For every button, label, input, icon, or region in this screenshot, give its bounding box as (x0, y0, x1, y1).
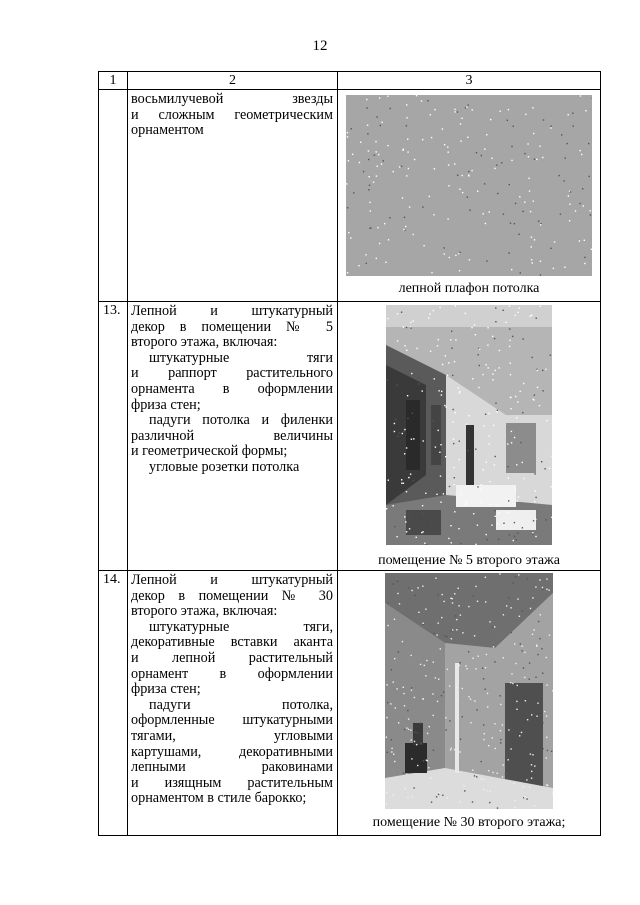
column-header-3: 3 (338, 72, 601, 90)
description-line: штукатурные тяги, (149, 618, 333, 635)
description-line: и раппорт растительного (131, 365, 333, 382)
description-line: лепными раковинами (131, 759, 333, 776)
description-line: декоративные вставки аканта (131, 634, 333, 651)
image-cell (338, 90, 601, 302)
row-number: 13. (99, 302, 128, 571)
description-line: различной величины (131, 427, 333, 444)
image-cell (338, 302, 601, 571)
description-line: орнамента в оформлении (131, 380, 333, 397)
row-number: 14. (99, 571, 128, 836)
description-line: фриза стен; (131, 396, 201, 413)
description-line: тягами, угловыми (131, 727, 333, 744)
table-row (99, 90, 601, 302)
description-line: орнаментом в стиле барокко; (131, 790, 307, 807)
description-line: орнаментом (131, 122, 204, 139)
description-line: декор в помещении № 30 (131, 587, 333, 604)
description-line: фриза стен; (131, 681, 201, 698)
description-line: штукатурные тяги (149, 349, 333, 366)
image-caption: помещение № 30 второго этажа; (372, 815, 566, 830)
row-description (128, 302, 338, 571)
room-30-photo (385, 573, 553, 809)
table-header-row (99, 72, 601, 90)
ceiling-plafond-photo (346, 95, 592, 276)
description-line: второго этажа, включая: (131, 603, 278, 620)
description-line: восьмилучевой звезды (131, 91, 333, 107)
image-cell (338, 571, 601, 836)
column-header-2: 2 (128, 72, 338, 90)
image-caption: лепной плафон потолка (398, 281, 540, 296)
column-header-1: 1 (99, 72, 128, 90)
table-row (99, 571, 601, 836)
description-line: угловые розетки потолка (149, 458, 300, 475)
room-5-photo (386, 305, 552, 545)
page-number: 12 (312, 38, 328, 54)
description-line: декор в помещении № 5 (131, 318, 333, 335)
description-line: оформленные штукатурными (131, 712, 333, 729)
row-number (99, 90, 128, 302)
image-caption: помещение № 5 второго этажа (378, 553, 560, 568)
description-line: падуги потолка, (149, 696, 333, 713)
description-line: и изящным растительным (131, 774, 333, 791)
description-line: и лепной растительный (131, 649, 333, 666)
description-line: падуги потолка и филенки (149, 412, 333, 429)
row-description (128, 90, 338, 302)
description-line: картушами, декоративными (131, 743, 333, 760)
description-line: Лепной и штукатурный (131, 303, 333, 319)
description-line: и геометрической формы; (131, 443, 288, 460)
description-line: Лепной и штукатурный (131, 572, 333, 588)
description-line: второго этажа, включая: (131, 334, 278, 351)
row-description (128, 571, 338, 836)
description-line: и сложным геометрическим (131, 106, 333, 123)
description-line: орнамент в оформлении (131, 665, 333, 682)
document-table (98, 71, 601, 836)
table-row (99, 302, 601, 571)
